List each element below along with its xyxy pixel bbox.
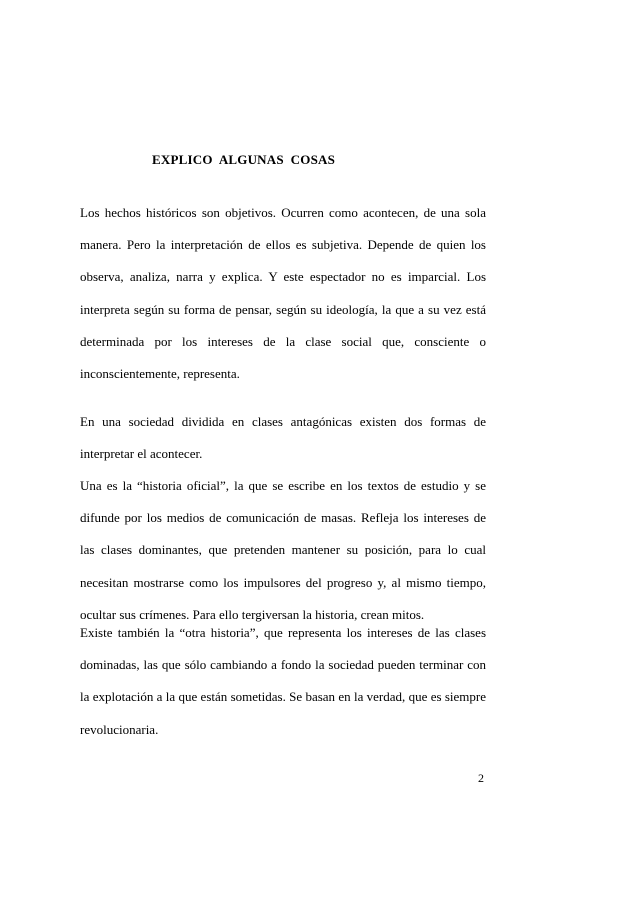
paragraph-otra-historia: Existe también la “otra historia”, que representa los intereses de las clases dominadas, las que sólo cambiando a fondo la sociedad pueden terminar con la explotación a la que están sometidas. Se basan en la verdad, que es siempre revolucionaria. xyxy=(80,625,486,737)
paragraph-hechos-historicos: Los hechos históricos son objetivos. Ocurren como acontecen, de una sola manera. Pero la interpretación de ellos es subjetiva. Depende de quien los observa, analiza, narra y explica. Y este espectador no es imparcial. Los interpreta según su forma de pensar, según su ideología, la que a su vez está determinada por los intereses de la clase social que, consciente o inconscientemente, representa. xyxy=(80,205,486,382)
paragraph-sociedad-dividida: En una sociedad dividida en clases antagónicas existen dos formas de interpretar el acontecer. xyxy=(80,414,486,462)
page-number: 2 xyxy=(478,771,484,785)
document-title: EXPLICO ALGUNAS COSAS xyxy=(152,152,336,167)
paragraph-historia-oficial: Una es la “historia oficial”, la que se escribe en los textos de estudio y se difunde por los medios de comunicación de masas. Refleja los intereses de las clases dominantes, que pretenden mantener su posición, para lo cual necesitan mostrarse como los impulsores del progreso y, al mismo tiempo, ocultar sus crímenes. Para ello tergiversan la historia, crean mitos. xyxy=(80,478,486,622)
